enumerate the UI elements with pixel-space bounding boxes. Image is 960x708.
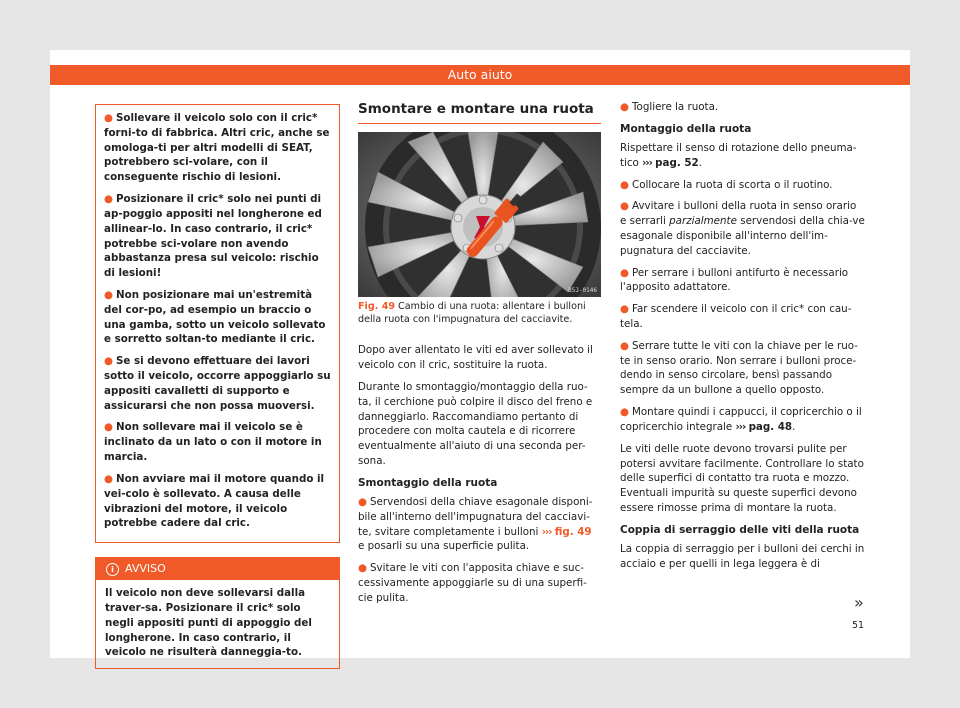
continue-mark: » — [854, 593, 864, 612]
figure-caption: Fig. 49 Cambio di una ruota: allentare i bulloni della ruota con l'impugnatura del cacciavite. — [358, 301, 586, 326]
page-link[interactable]: pag. 48 — [748, 420, 793, 433]
paragraph: Rispettare il senso di rotazione dello pneuma-tico ››› pag. 52. — [620, 141, 857, 169]
subheading: Montaggio della ruota — [620, 122, 752, 135]
figure-link[interactable]: fig. 49 — [554, 525, 592, 538]
chapter-header: Auto aiuto — [50, 65, 910, 85]
notice-header — [96, 558, 339, 580]
warning-item: ● Posizionare il cric* solo nei punti di ap-poggio appositi nel longherone ed allinear-lo. In caso contrario, il cric* potrebbe sci-volare non avendo abbastanza presa sul veicolo: rischio di lesioni! — [104, 193, 322, 280]
right-column — [620, 100, 865, 579]
step-item: ● Togliere la ruota. — [620, 101, 719, 113]
wheel-illustration — [358, 132, 601, 297]
section-title: Smontare e montare una ruota — [358, 100, 601, 124]
subheading: Smontaggio della ruota — [358, 476, 498, 489]
step-item: ● Avvitare i bulloni della ruota in senso orario e serrarli parzialmente servendosi della chia-ve esagonale disponibile all'interno dell'im-pugnatura del cacciavite. — [620, 200, 865, 257]
notice-box — [95, 557, 340, 669]
paragraph: Durante lo smontaggio/montaggio della ruo-ta, il cerchione può colpire il disco del freno e danneggiarlo. Raccomandiamo pertanto di procedere con molta cautela e di ricorrere eventualmente all'aiuto di una seconda per-sona. — [358, 380, 593, 467]
step-item: ● Montare quindi i cappucci, il copricerchio o il copricerchio integrale ››› pag. 48. — [620, 406, 862, 433]
notice-title: AVVISO — [125, 562, 166, 576]
notice-text: Il veicolo non deve sollevarsi dalla traver-sa. Posizionare il cric* solo negli appositi punti di appoggio del longherone. In caso contrario, il veicolo ne risulterà danneggia-to. — [105, 587, 312, 659]
warning-box — [95, 104, 340, 543]
warning-item: ● Non avviare mai il motore quando il vei-colo è sollevato. A causa delle vibrazioni del motore, il veicolo potrebbe cadere dal cric. — [104, 472, 325, 530]
warning-item: ● Non posizionare mai un'estremità del cor-po, ad esempio un braccio o una gamba, sotto un veicolo sollevato e sorretto soltan-to mediante il cric. — [104, 288, 326, 346]
warning-item: ● Non sollevare mai il veicolo se è inclinato da un lato o con il motore in marcia. — [104, 421, 322, 464]
step-item: ● Svitare le viti con l'apposita chiave e suc-cessivamente appoggiarle su di una superfi-cie pulita. — [358, 562, 587, 604]
step-item: ● Serrare tutte le viti con la chiave per le ruo-te in senso orario. Non serrare i bulloni proce-dendo in senso circolare, bensì passando sempre da un bullone a quello opposto. — [620, 339, 858, 397]
figure-label: Fig. 49 — [358, 301, 396, 313]
subheading: Coppia di serraggio delle viti della ruota — [620, 523, 860, 536]
warning-item: ● Sollevare il veicolo solo con il cric* forni-to di fabbrica. Altri cric, anche se omologa-ti per altri modelli di SEAT, potrebbero sci-volare, con il conseguente rischio di lesioni. — [104, 112, 330, 184]
step-item: ● Per serrare i bulloni antifurto è necessario l'apposito adattatore. — [620, 266, 849, 294]
page-number: 51 — [852, 620, 865, 631]
step-item: ● Far scendere il veicolo con il cric* con cau-tela. — [620, 303, 852, 331]
paragraph: Le viti delle ruote devono trovarsi pulite per potersi avvitare facilmente. Controllare lo stato delle superfici di contatto tra ruota e mozzo. Eventuali impurità su queste superfici devono essere rimosse prima di montare la ruota. — [620, 442, 864, 514]
wheel-figure — [358, 132, 601, 297]
paragraph: La coppia di serraggio per i bulloni dei cerchi in acciaio e per quelli in lega leggera è di — [620, 542, 865, 570]
left-column — [95, 104, 340, 669]
warning-item: ● Se si devono effettuare dei lavori sotto il veicolo, occorre appoggiarlo su appositi cavalletti di supporto e assicurarsi che non possa muoversi. — [104, 355, 331, 412]
info-icon: i — [106, 563, 119, 576]
page-link[interactable]: pag. 52 — [655, 156, 699, 169]
step-item: ● Collocare la ruota di scorta o il ruotino. — [620, 178, 833, 191]
step-item: ● Servendosi della chiave esagonale disponi-bile all'interno dell'impugnatura del cacciavi-te, svitare completamente i bulloni ››› fig. 49 e posarli su una superficie pulita. — [358, 495, 593, 553]
paragraph: Dopo aver allentato le viti ed aver sollevato il veicolo con il cric, sostituire la ruota. — [358, 344, 593, 372]
middle-column — [358, 100, 601, 613]
figure-id: B5J-0146 — [568, 286, 597, 294]
